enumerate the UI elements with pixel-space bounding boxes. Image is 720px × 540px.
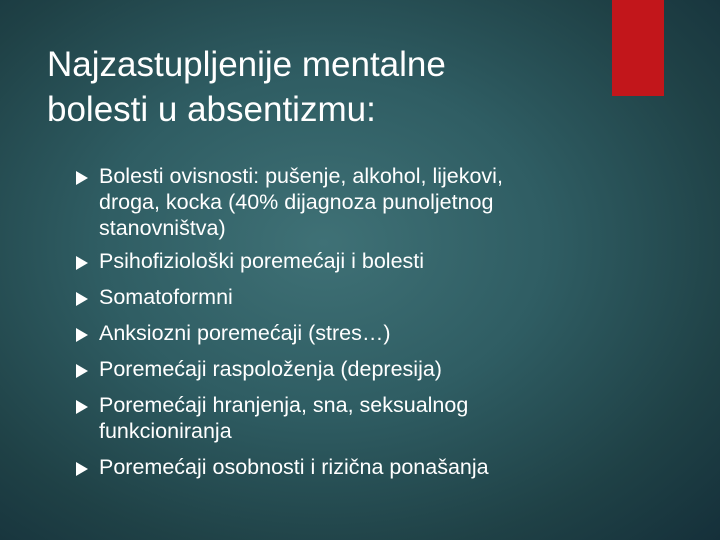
bullet-text-line: Psihofiziološki poremećaji i bolesti [99, 249, 425, 273]
bullet-text-line: droga, kocka (40% dijagnoza punoljetnog [99, 190, 494, 214]
bullet-item-addiction [76, 163, 636, 241]
bullet-item-personality [76, 454, 636, 480]
bullet-text-line: Poremećaji osobnosti i rizična ponašanja [99, 455, 489, 479]
triangle-right-icon [76, 292, 88, 306]
bullet-item-anxiety [76, 320, 636, 346]
bullet-text-line: Bolesti ovisnosti: pušenje, alkohol, lijekovi, [99, 164, 503, 188]
bullet-text-line: stanovništva) [99, 216, 226, 240]
triangle-right-icon [76, 400, 88, 414]
bullet-item-mood [76, 356, 636, 382]
bullet-text-line: Anksiozni poremećaji (stres…) [99, 321, 391, 345]
triangle-right-icon [76, 256, 88, 270]
title-line-1: Najzastupljenije mentalne [47, 45, 446, 84]
bullet-text-line: Poremećaji raspoloženja (depresija) [99, 357, 442, 381]
red-accent-block [612, 0, 664, 96]
bullet-text-line: funkcioniranja [99, 419, 232, 443]
slide-title [47, 42, 587, 132]
bullet-text-line: Somatoformni [99, 285, 233, 309]
bullet-item-somatoform [76, 284, 636, 310]
bullet-list [76, 163, 636, 480]
triangle-right-icon [76, 364, 88, 378]
bullet-item-eating-sleep [76, 392, 636, 444]
triangle-right-icon [76, 328, 88, 342]
triangle-right-icon [76, 462, 88, 476]
triangle-right-icon [76, 171, 88, 185]
bullet-item-psychophysiological [76, 248, 636, 274]
bullet-text-line: Poremećaji hranjenja, sna, seksualnog [99, 393, 469, 417]
title-line-2: bolesti u absentizmu: [47, 90, 376, 129]
